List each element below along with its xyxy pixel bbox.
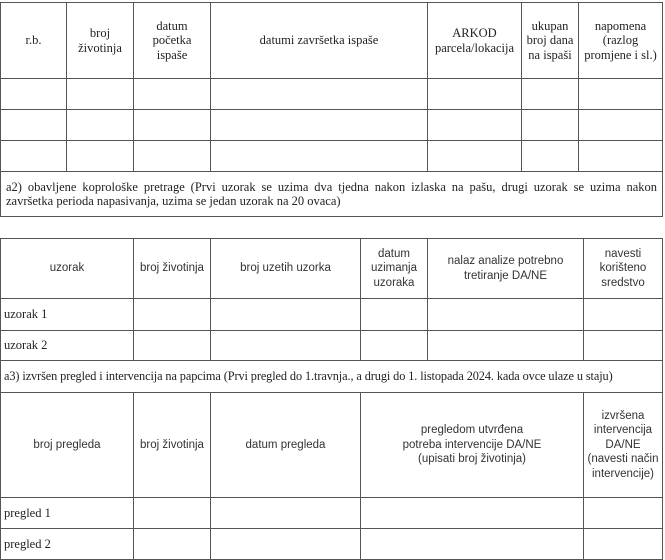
table-row [1, 331, 663, 361]
header-datum-uzimanja: datum uzimanja uzoraka [361, 239, 428, 299]
note-a2: a2) obavljene koprološke pretrage (Prvi uzorak se uzima dva tjedna nakon izlaska na pašu, drugi uzorak se uzima nakon završetka perioda napasivanja, uzima se jedan uzorak na 20 ovaca) [1, 172, 663, 217]
cell[interactable] [134, 529, 211, 560]
cell[interactable] [211, 141, 428, 172]
table-row [1, 299, 663, 331]
cell[interactable] [134, 299, 211, 331]
cell[interactable] [1, 79, 67, 110]
cell[interactable] [134, 498, 211, 529]
cell[interactable] [428, 331, 584, 361]
header-broj-zivotinja: broj životinja [134, 239, 211, 299]
cell[interactable] [579, 141, 663, 172]
cell[interactable] [361, 331, 428, 361]
row-label: pregled 1 [1, 498, 134, 529]
header-datum-pregleda: datum pregleda [211, 393, 361, 498]
cell[interactable] [584, 331, 663, 361]
grazing-table [0, 2, 663, 217]
table-row [1, 529, 663, 560]
cell[interactable] [67, 110, 134, 141]
cell[interactable] [428, 79, 522, 110]
sample-inspection-table [0, 238, 663, 560]
header-uzorak: uzorak [1, 239, 134, 299]
row-label: uzorak 1 [1, 299, 134, 331]
cell[interactable] [1, 141, 67, 172]
header-napomena: napomena (razlog promjene i sl.) [579, 3, 663, 79]
cell[interactable] [134, 110, 211, 141]
cell[interactable] [134, 141, 211, 172]
header-ukupan-broj-dana: ukupan broj dana na ispaši [522, 3, 579, 79]
cell[interactable] [211, 498, 361, 529]
header-rb: r.b. [1, 3, 67, 79]
cell[interactable] [584, 498, 663, 529]
table-row [1, 141, 663, 172]
cell[interactable] [1, 110, 67, 141]
cell[interactable] [361, 529, 584, 560]
row-label: pregled 2 [1, 529, 134, 560]
cell[interactable] [428, 110, 522, 141]
header-broj-zivotinja-2: broj životinja [134, 393, 211, 498]
header-datumi-zavrsetka: datumi završetka ispaše [211, 3, 428, 79]
header-broj-uzetih-uzorka: broj uzetih uzorka [211, 239, 361, 299]
cell[interactable] [522, 141, 579, 172]
cell[interactable] [211, 110, 428, 141]
table-row [1, 110, 663, 141]
cell[interactable] [428, 141, 522, 172]
header-izvrsena-intervencija: izvršena intervencija DA/NE (navesti način intervencije) [584, 393, 663, 498]
header-datum-pocetka: datum početka ispaše [134, 3, 211, 79]
cell[interactable] [211, 299, 361, 331]
cell[interactable] [67, 79, 134, 110]
table-row [1, 79, 663, 110]
cell[interactable] [134, 331, 211, 361]
cell[interactable] [211, 331, 361, 361]
cell[interactable] [579, 79, 663, 110]
cell[interactable] [134, 79, 211, 110]
header-potreba-intervencije: pregledom utvrđena potreba intervencije DA/NE (upisati broj životinja) [361, 393, 584, 498]
cell[interactable] [211, 529, 361, 560]
header-broj-zivotinja: broj životinja [67, 3, 134, 79]
cell[interactable] [361, 299, 428, 331]
header-navesti-sredstvo: navesti korišteno sredstvo [584, 239, 663, 299]
header-arkod: ARKOD parcela/lokacija [428, 3, 522, 79]
cell[interactable] [211, 79, 428, 110]
cell[interactable] [584, 529, 663, 560]
cell[interactable] [67, 141, 134, 172]
cell[interactable] [579, 110, 663, 141]
header-broj-pregleda: broj pregleda [1, 393, 134, 498]
note-a3: a3) izvršen pregled i intervencija na papcima (Prvi pregled do 1.travnja., a drugi do 1. listopada 2024. kada ovce ulaze u staju) [1, 361, 663, 393]
cell[interactable] [361, 498, 584, 529]
cell[interactable] [428, 299, 584, 331]
header-nalaz-analize: nalaz analize potrebno tretiranje DA/NE [428, 239, 584, 299]
cell[interactable] [522, 79, 579, 110]
table-row [1, 498, 663, 529]
row-label: uzorak 2 [1, 331, 134, 361]
cell[interactable] [584, 299, 663, 331]
cell[interactable] [522, 110, 579, 141]
